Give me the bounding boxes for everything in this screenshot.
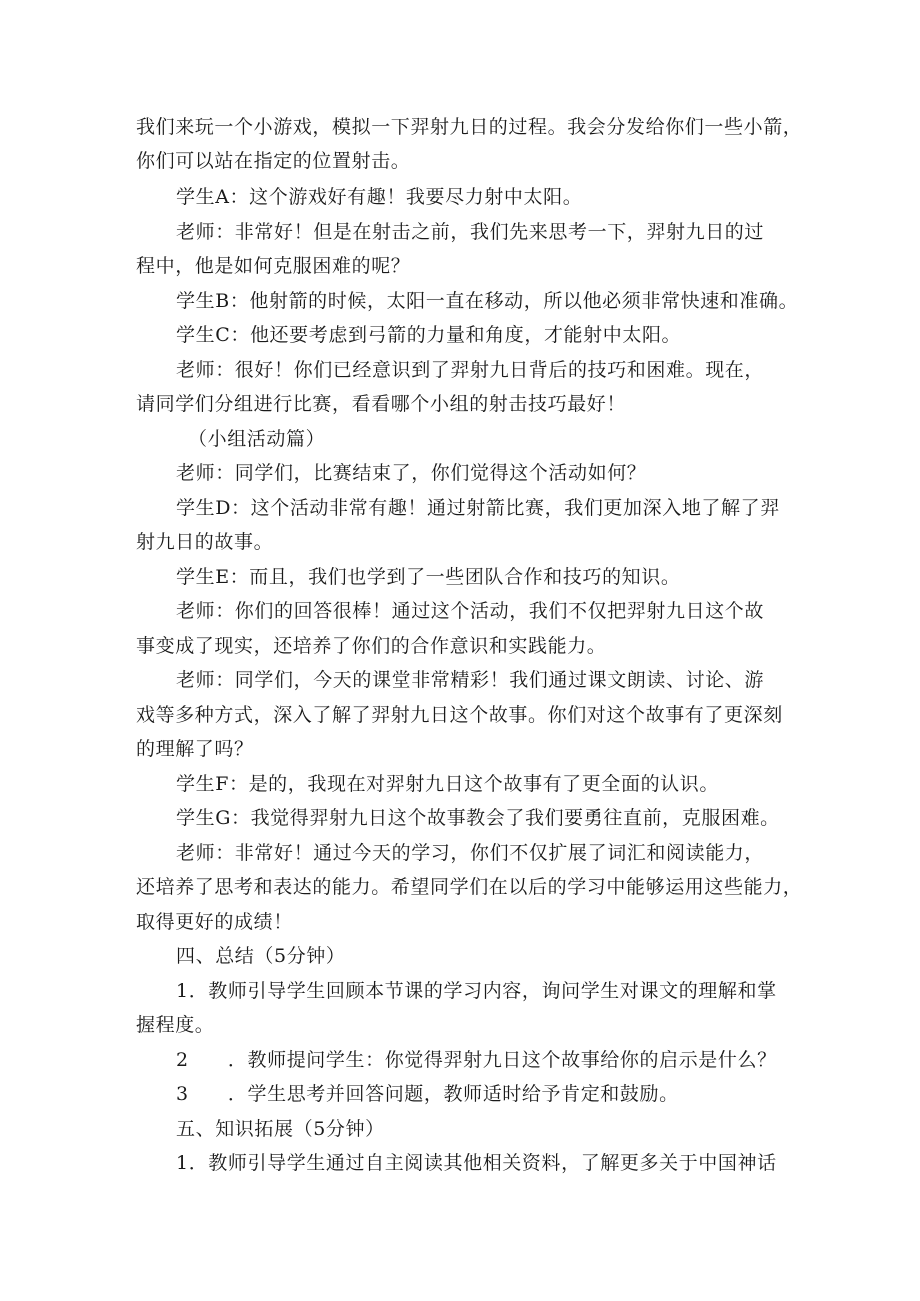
text-line: 射九日的故事。: [136, 531, 274, 553]
dialogue-line: 学生A：这个游戏好有趣！我要尽力射中太阳。: [176, 186, 583, 208]
list-item: 1．教师引导学生通过自主阅读其他相关资料，了解更多关于中国神话: [176, 1152, 777, 1174]
section-heading: 五、知识拓展（5分钟）: [176, 1118, 385, 1140]
text-line: 程中，他是如何克服困难的呢？: [136, 255, 411, 277]
text-line: 我们来玩一个小游戏，模拟一下羿射九日的过程。我会分发给你们一些小箭，: [136, 116, 803, 138]
dialogue-line: 学生B：他射箭的时候，太阳一直在移动，所以他必须非常快速和准确。: [176, 290, 799, 312]
list-item: 1．教师引导学生回顾本节课的学习内容，询问学生对课文的理解和掌: [176, 980, 777, 1002]
dialogue-line: 学生G：我觉得羿射九日这个故事教会了我们要勇往直前，克服困难。: [176, 807, 780, 829]
dialogue-line: 老师：非常好！但是在射击之前，我们先来思考一下，羿射九日的过: [176, 221, 765, 243]
dialogue-line: 老师：非常好！通过今天的学习，你们不仅扩展了词汇和阅读能力，: [176, 842, 765, 864]
dialogue-line: 学生C：他还要考虑到弓箭的力量和角度，才能射中太阳。: [176, 324, 682, 346]
dialogue-line: 学生D：这个活动非常有趣！通过射箭比赛，我们更加深入地了解了羿: [176, 497, 780, 519]
dialogue-line: 老师：很好！你们已经意识到了羿射九日背后的技巧和困难。现在，: [176, 359, 765, 381]
dialogue-line: 老师：你们的回答很棒！通过这个活动，我们不仅把羿射九日这个故: [176, 600, 765, 622]
text-line: 握程度。: [136, 1014, 215, 1036]
dialogue-line: 学生E：而且，我们也学到了一些团队合作和技巧的知识。: [176, 566, 681, 588]
section-heading: 四、总结（5分钟）: [176, 945, 346, 967]
text-line: 请同学们分组进行比赛，看看哪个小组的射击技巧最好！: [136, 393, 627, 415]
list-item: 3 ．学生思考并回答问题，教师适时给予肯定和鼓励。: [176, 1083, 679, 1105]
text-line: 还培养了思考和表达的能力。希望同学们在以后的学习中能够运用这些能力，: [136, 876, 803, 898]
section-note: （小组活动篇）: [188, 428, 326, 450]
text-line: 你们可以站在指定的位置射击。: [136, 150, 411, 172]
text-line: 戏等多种方式，深入了解了羿射九日这个故事。你们对这个故事有了更深刻: [136, 704, 783, 726]
text-line: 取得更好的成绩！: [136, 911, 293, 933]
dialogue-line: 学生F：是的，我现在对羿射九日这个故事有了更全面的认识。: [176, 773, 719, 795]
text-line: 事变成了现实，还培养了你们的合作意识和实践能力。: [136, 635, 607, 657]
dialogue-line: 老师：同学们，比赛结束了，你们觉得这个活动如何？: [176, 462, 647, 484]
list-item: 2 ．教师提问学生：你觉得羿射九日这个故事给你的启示是什么？: [176, 1049, 777, 1071]
dialogue-line: 老师：同学们，今天的课堂非常精彩！我们通过课文朗读、讨论、游: [176, 669, 765, 691]
text-line: 的理解了吗？: [136, 738, 254, 760]
